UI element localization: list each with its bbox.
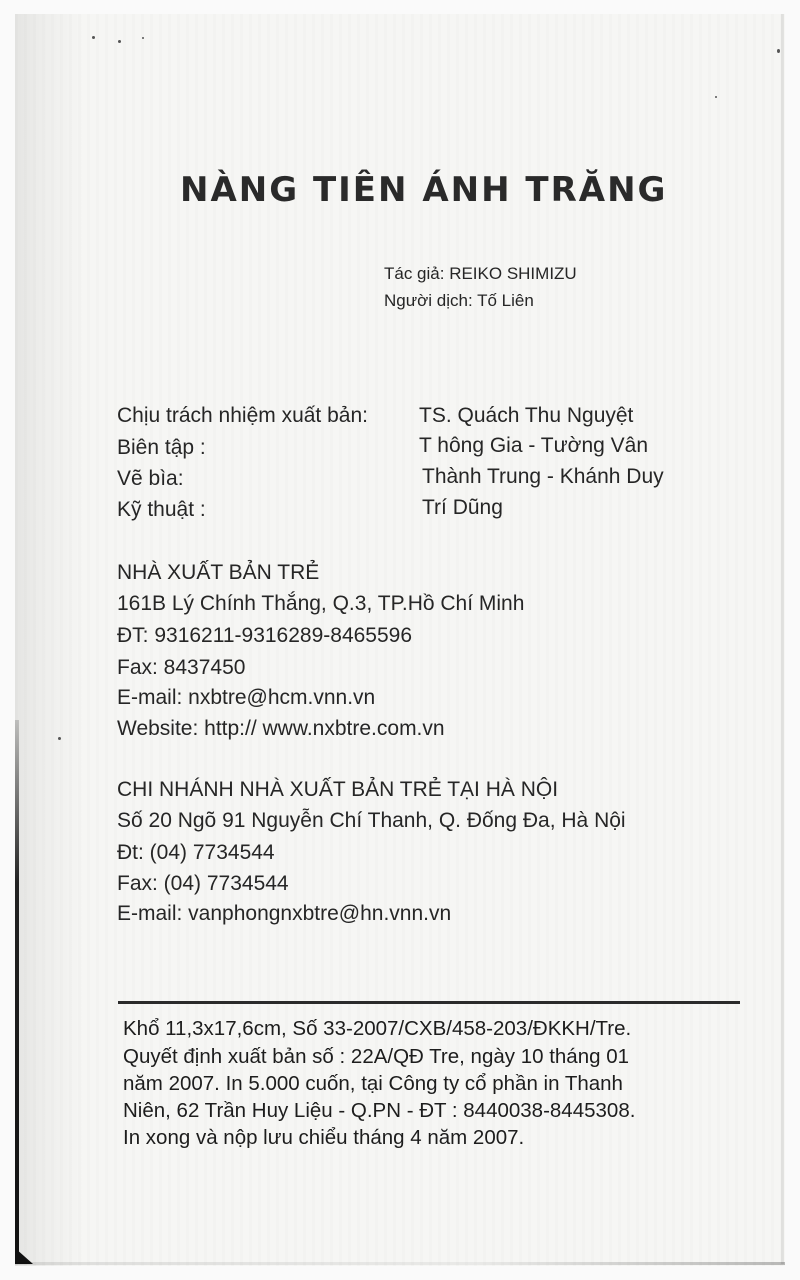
colophon-line: Quyết định xuất bản số : 22A/QĐ Tre, ngày 10 tháng 01 [123,1045,629,1068]
page-edge-right [781,14,784,1264]
staff-label: Biên tập : [117,436,206,459]
scan-speck [58,737,61,740]
author-credit: Tác giả: REIKO SHIMIZU [384,264,577,283]
colophon-line: In xong và nộp lưu chiểu tháng 4 năm 2007. [123,1126,525,1149]
scan-speck [715,96,717,98]
page-edge-shadow [15,720,19,1264]
colophon-line: Khổ 11,3x17,6cm, Số 33-2007/CXB/458-203/ĐKKH/Tre. [123,1017,632,1040]
staff-value: Trí Dũng [422,496,503,519]
scan-speck [777,49,780,53]
staff-label: Vẽ bìa: [117,467,184,490]
staff-label: Chịu trách nhiệm xuất bản: [117,404,368,427]
branch-address: Số 20 Ngõ 91 Nguyễn Chí Thanh, Q. Đống Đa, Hà Nội [117,809,626,832]
staff-label: Kỹ thuật : [117,498,206,521]
page-edge-bottom [15,1262,785,1265]
branch-email: E-mail: vanphongnxbtre@hn.vnn.vn [117,902,452,925]
divider-rule [118,1001,740,1004]
publisher-fax: Fax: 8437450 [117,656,246,679]
branch-phone: Đt: (04) 7734544 [117,841,275,864]
book-title: NÀNG TIÊN ÁNH TRĂNG [180,170,668,210]
publisher-email: E-mail: nxbtre@hcm.vnn.vn [117,686,376,709]
colophon-line: Niên, 62 Trần Huy Liệu - Q.PN - ĐT : 8440038-8445308. [123,1099,636,1122]
staff-value: T hông Gia - Tường Vân [419,434,649,457]
translator-credit: Người dịch: Tố Liên [384,291,534,310]
publisher-phone: ĐT: 9316211-9316289-8465596 [117,624,413,647]
branch-fax: Fax: (04) 7734544 [117,872,289,895]
publisher-website: Website: http:// www.nxbtre.com.vn [117,717,445,740]
colophon-line: năm 2007. In 5.000 cuốn, tại Công ty cổ phần in Thanh [123,1072,623,1095]
publisher-address: 161B Lý Chính Thắng, Q.3, TP.Hồ Chí Minh [117,592,525,615]
staff-value: Thành Trung - Khánh Duy [422,465,664,488]
scan-speck [118,40,121,43]
scan-speck [142,37,144,39]
staff-value: TS. Quách Thu Nguyệt [419,404,634,427]
branch-name: CHI NHÁNH NHÀ XUẤT BẢN TRẺ TẠI HÀ NỘI [117,778,559,801]
scan-speck [92,36,95,39]
publisher-name: NHÀ XUẤT BẢN TRẺ [117,561,320,584]
